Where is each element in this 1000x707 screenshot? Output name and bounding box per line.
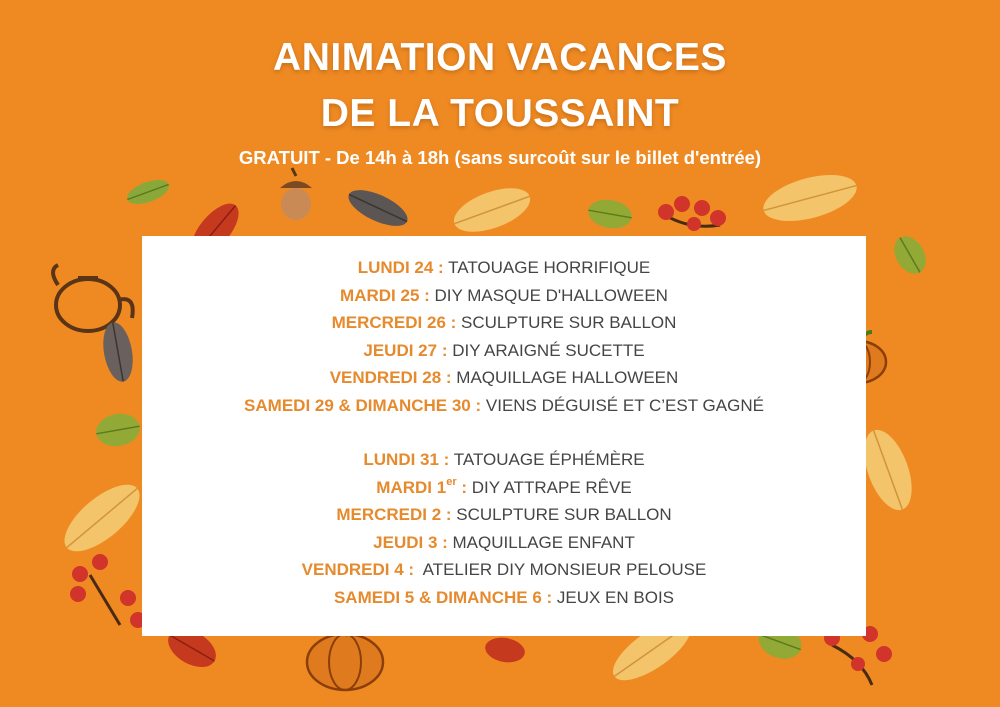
day-label <box>376 475 467 497</box>
schedule-row <box>142 556 866 584</box>
leaf-icon <box>99 320 137 384</box>
day-label: MERCREDI 26 : <box>331 313 457 333</box>
day-label: SAMEDI 5 & DIMANCHE 6 : <box>333 587 553 607</box>
activity-label: SCULPTURE SUR BALLON <box>451 505 672 525</box>
day-label-ordinal: er <box>446 475 457 488</box>
leaf-icon <box>448 179 535 240</box>
berries-icon <box>70 554 146 628</box>
teapot-icon <box>53 265 133 331</box>
leaf-icon <box>344 183 413 234</box>
day-label: MERCREDI 2 : <box>336 505 452 525</box>
activity-label: VIENS DÉGUISÉ ET C’EST GAGNÉ <box>481 395 764 415</box>
title-line-1: ANIMATION VACANCES <box>273 36 727 79</box>
schedule-row <box>142 501 866 529</box>
schedule-row <box>142 392 866 420</box>
schedule-row <box>142 529 866 557</box>
title-line-2: DE LA TOUSSAINT <box>320 92 680 135</box>
schedule-row <box>142 282 866 310</box>
schedule-row <box>142 474 866 502</box>
schedule-week-2 <box>142 446 866 612</box>
schedule-row <box>142 254 866 282</box>
activity-label: JEUX EN BOIS <box>552 587 675 607</box>
day-label: LUNDI 31 : <box>363 450 450 469</box>
schedule-week-1 <box>142 254 866 420</box>
activity-label: MAQUILLAGE ENFANT <box>447 532 635 552</box>
leaf-icon <box>758 166 861 229</box>
day-label-main: MARDI 1 <box>376 477 447 497</box>
schedule-row <box>142 364 866 392</box>
day-label: VENDREDI 28 : <box>329 368 452 388</box>
activity-label: TATOUAGE HORRIFIQUE <box>443 258 651 277</box>
activity-label: DIY MASQUE D'HALLOWEEN <box>429 285 668 305</box>
leaf-icon <box>94 410 143 449</box>
day-label: MARDI 25 : <box>340 285 430 305</box>
acorn-icon <box>280 168 312 220</box>
activity-label: DIY ATTRAPE RÊVE <box>467 477 632 497</box>
subtitle: GRATUIT - De 14h à 18h (sans surcoût sur le billet d'entrée) <box>238 147 762 168</box>
day-label: JEUDI 27 : <box>363 340 448 360</box>
leaf-icon <box>483 635 527 666</box>
schedule-row <box>142 309 866 337</box>
activity-label: MAQUILLAGE HALLOWEEN <box>451 368 679 388</box>
day-label: JEUDI 3 : <box>373 532 448 552</box>
activity-label: DIY ARAIGNÉ SUCETTE <box>447 340 645 360</box>
leaf-icon <box>54 473 150 563</box>
berries-icon <box>658 196 726 231</box>
activity-label: TATOUAGE ÉPHÉMÈRE <box>449 450 645 469</box>
schedule-row <box>142 446 866 474</box>
day-label-colon: : <box>456 477 467 497</box>
activity-label: SCULPTURE SUR BALLON <box>456 313 677 333</box>
day-label: SAMEDI 29 & DIMANCHE 30 : <box>244 395 482 415</box>
day-label: LUNDI 24 : <box>357 258 444 277</box>
schedule-row <box>142 584 866 612</box>
schedule-row <box>142 337 866 365</box>
day-label: VENDREDI 4 : <box>301 560 415 580</box>
leaf-icon <box>124 175 172 209</box>
activity-label: ATELIER DIY MONSIEUR PELOUSE <box>414 560 707 580</box>
leaf-icon <box>888 231 932 280</box>
leaf-icon <box>586 196 634 231</box>
